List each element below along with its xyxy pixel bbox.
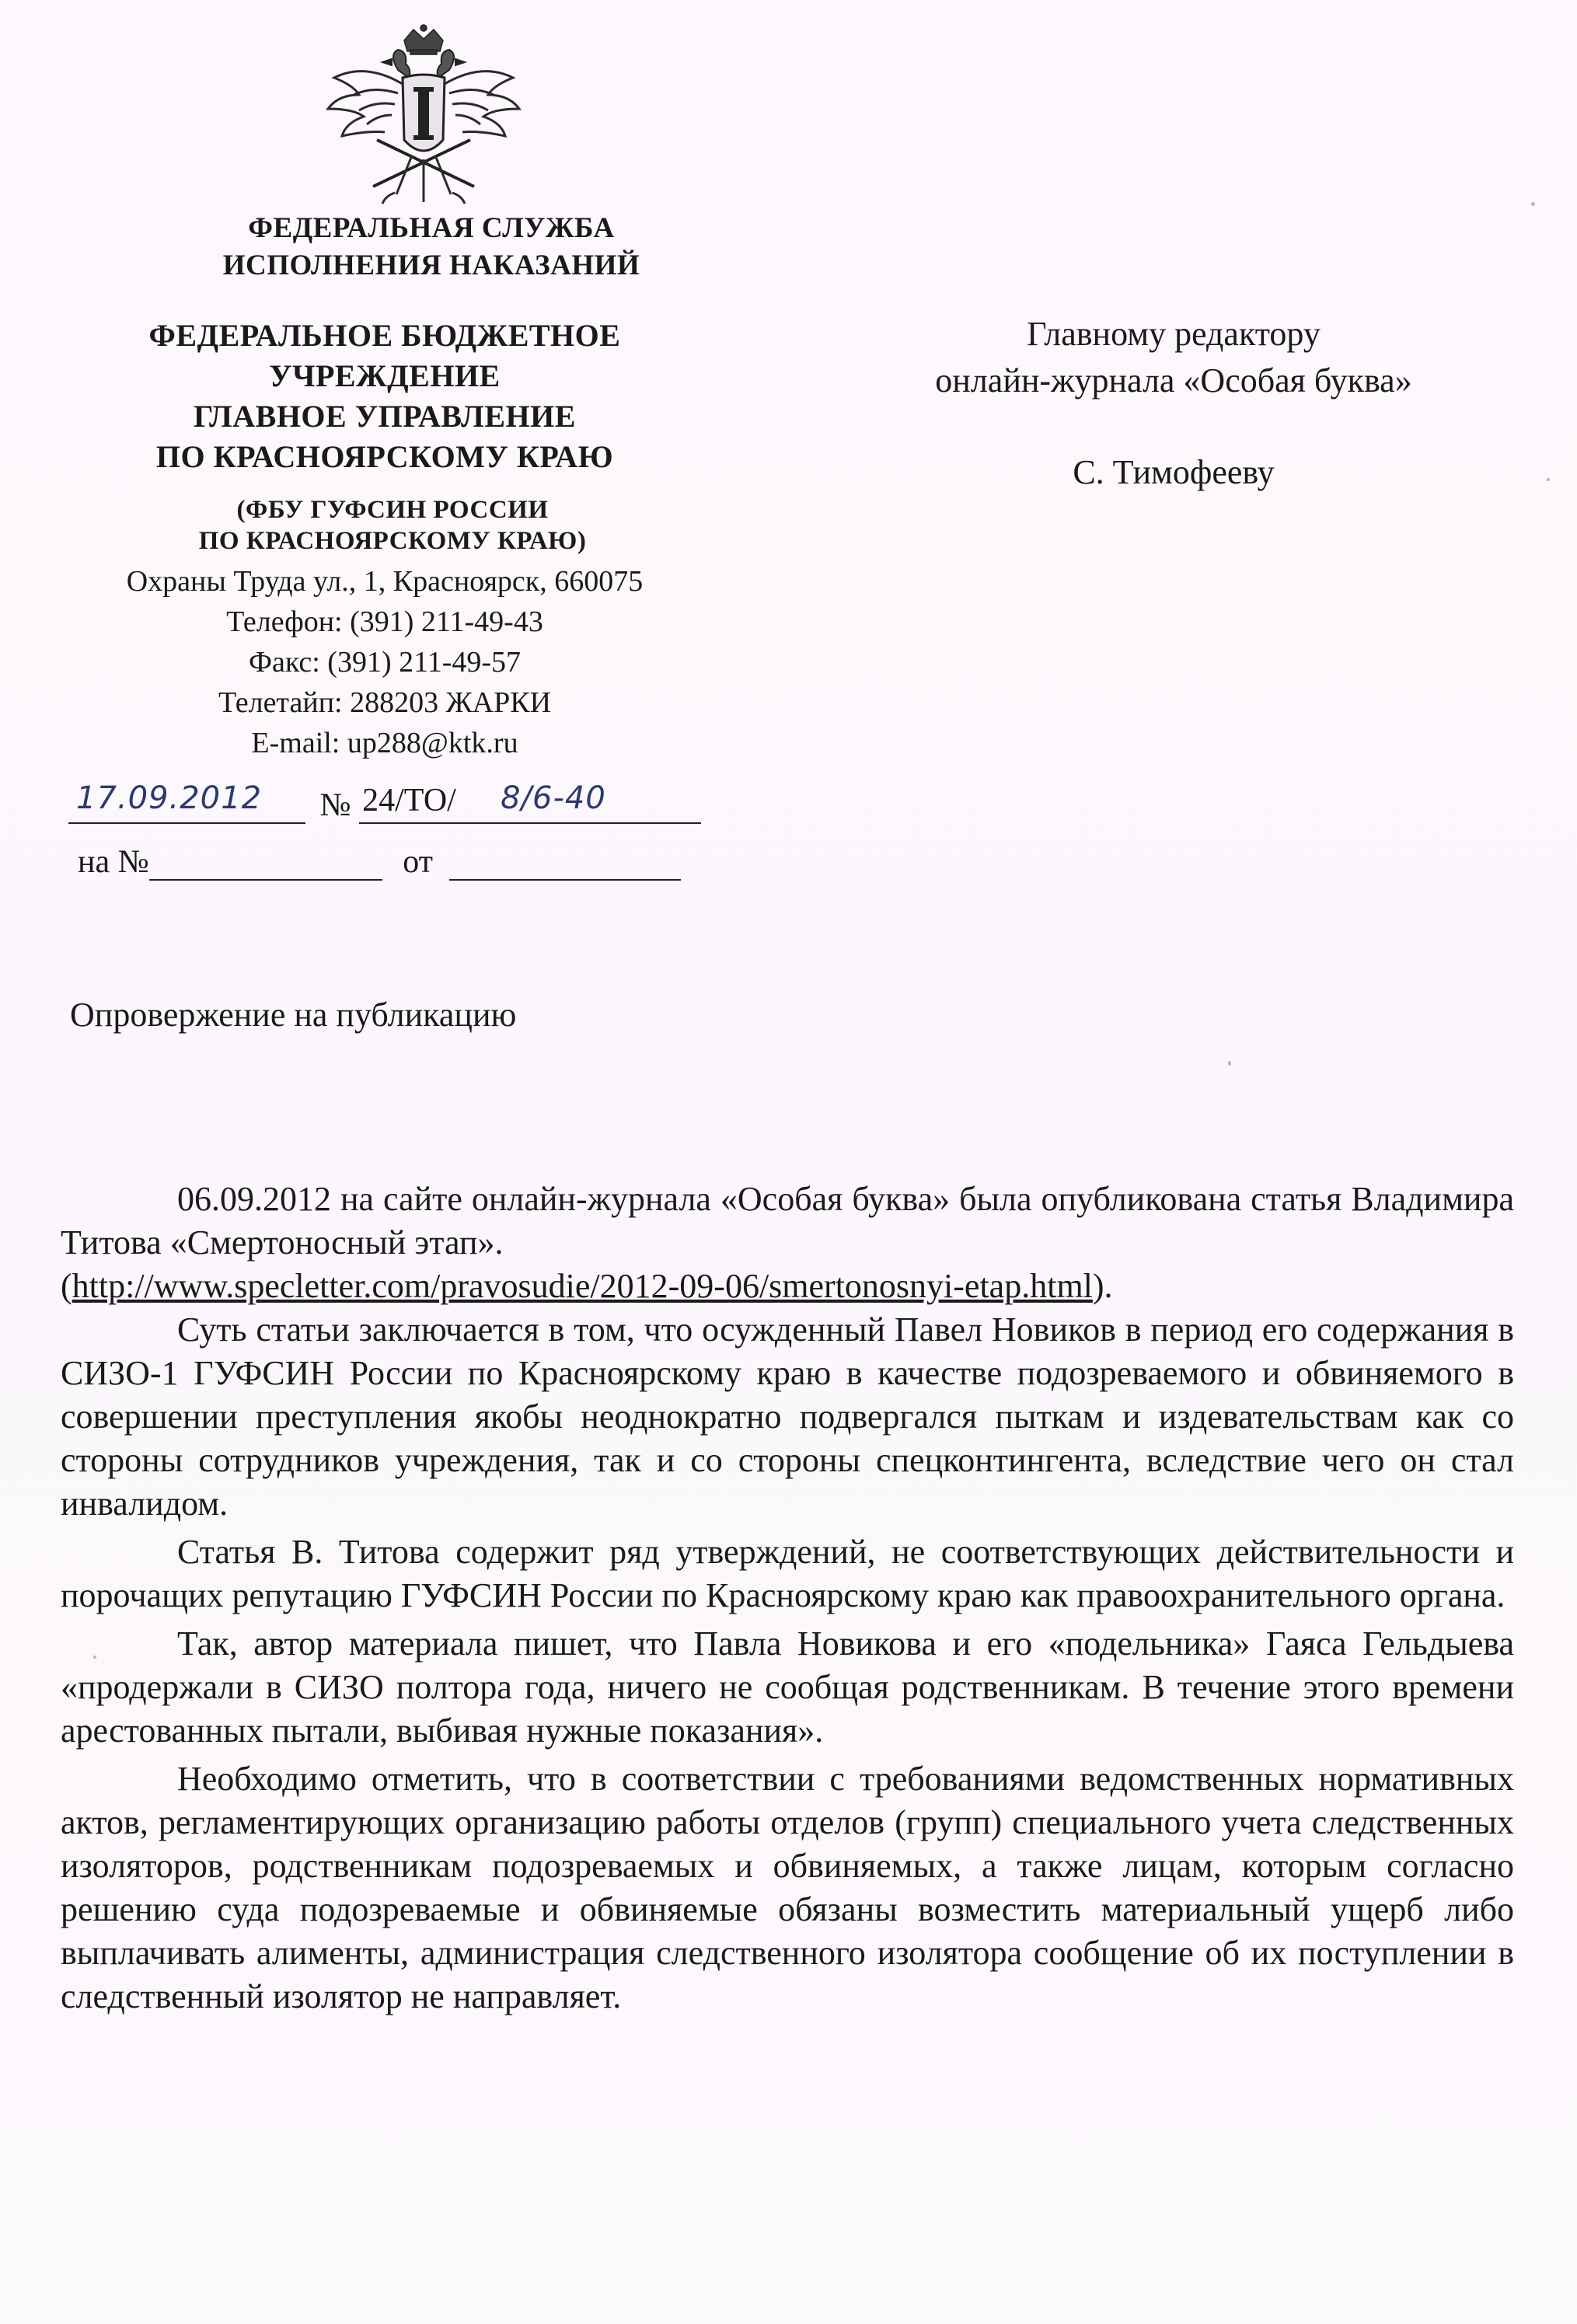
number-field [359, 780, 701, 824]
institution-line-3: ГЛАВНОЕ УПРАВЛЕНИЕ [194, 399, 576, 434]
addressee [824, 311, 1523, 496]
reference-line [78, 843, 715, 881]
link-open-paren: ( [61, 1267, 72, 1305]
reference-date-label: от [403, 844, 434, 880]
institution-line-4: ПО КРАСНОЯРСКОМУ КРАЮ [155, 439, 614, 474]
reference-number-label: на № [78, 844, 149, 880]
reference-date-field [449, 848, 681, 881]
scan-speck [93, 1656, 96, 1659]
service-line-2: ИСПОЛНЕНИЯ НАКАЗАНИЙ [222, 249, 640, 281]
number-printed: 24/ТО/ [362, 783, 456, 818]
scan-speck [1547, 478, 1550, 481]
letterhead [62, 210, 707, 763]
institution-abbreviation [78, 494, 707, 557]
teletype: Телетайп: 288203 ЖАРКИ [218, 686, 552, 719]
paragraph-3: Статья В. Титова содержит ряд утверждений, не соответствующих действительности и порочащих репутацию ГУФСИН России по Красноярскому краю как правоохранительного органа. [61, 1533, 1514, 1614]
paragraph-4: Так, автор материала пишет, что Павла Новикова и его «подельника» Гаяса Гельдыева «продержали в СИЗО полтора года, ничего не сообщая родственникам. В течение этого времени арестованных пытали, выбивая нужные показания». [61, 1624, 1514, 1750]
paragraph-5: Необходимо отметить, что в соответствии с требованиями ведомственных нормативных актов, регламентирующих организацию работы отделов (групп) специального учета следственных изоляторов, родственникам подозреваемых и обвиняемых, а также лицам, которым согласно решению суда подозреваемые и обвиняемые обязаны возместить материальный ущерб либо выплачивать алименты, администрация следственного изолятора сообщение об их поступлении в следственный изолятор не направляет. [61, 1760, 1514, 2015]
abbr-line-1: (ФБУ ГУФСИН РОССИИ [236, 496, 549, 524]
institution-line-2: УЧРЕЖДЕНИЕ [269, 358, 501, 393]
address: Охраны Труда ул., 1, Красноярск, 660075 [126, 565, 644, 598]
scan-speck [1228, 1061, 1231, 1066]
email: E-mail: up288@ktk.ru [251, 727, 518, 759]
phone: Телефон: (391) 211-49-43 [226, 605, 543, 638]
date-field [68, 780, 305, 824]
paragraph-1 [61, 1178, 1514, 1265]
reference-number-field [149, 848, 382, 881]
paragraph-1-text: 06.09.2012 на сайте онлайн-журнала «Особая буква» была опубликована статья Владимира Титова «Смертоносный этап». [61, 1180, 1514, 1261]
letter-body [61, 1178, 1514, 2019]
registration-line [68, 780, 706, 832]
institution-line-1: ФЕДЕРАЛЬНОЕ БЮДЖЕТНОЕ [148, 318, 621, 353]
institution-name [62, 316, 707, 477]
addressee-line-2: онлайн-журнала «Особая буква» [935, 361, 1412, 400]
scan-speck [1531, 202, 1535, 206]
paragraph-1-link-line [61, 1265, 1514, 1308]
date-handwritten: 17.09.2012 [76, 780, 263, 816]
addressee-line-1: Главному редактору [1027, 315, 1321, 353]
fsin-emblem-icon [311, 23, 536, 218]
addressee-name: С. Тимофееву [1073, 453, 1275, 491]
article-link[interactable]: http://www.specletter.com/pravosudie/2012-09-06/smertonosnyi-etap.html [72, 1267, 1093, 1305]
link-close-paren: ). [1092, 1267, 1113, 1305]
subject-line: Опровержение на публикацию [70, 996, 517, 1034]
service-name [132, 210, 731, 284]
abbr-line-2: ПО КРАСНОЯРСКОМУ КРАЮ) [198, 527, 587, 555]
service-line-1: ФЕДЕРАЛЬНАЯ СЛУЖБА [248, 212, 615, 244]
number-label: № [319, 787, 351, 823]
number-handwritten: 8/6-40 [501, 780, 606, 816]
contacts [62, 561, 707, 763]
paragraph-2: Суть статьи заключается в том, что осужденный Павел Новиков в период его содержания в СИЗО-1 ГУФСИН России по Красноярскому краю в качестве подозреваемого и обвиняемого в совершении преступления якобы неоднократно подвергался пыткам и издевательствам как со стороны сотрудников учреждения, так и со стороны спецконтингента, вследствие чего он стал инвалидом. [61, 1310, 1514, 1523]
fax: Факс: (391) 211-49-57 [248, 646, 522, 679]
